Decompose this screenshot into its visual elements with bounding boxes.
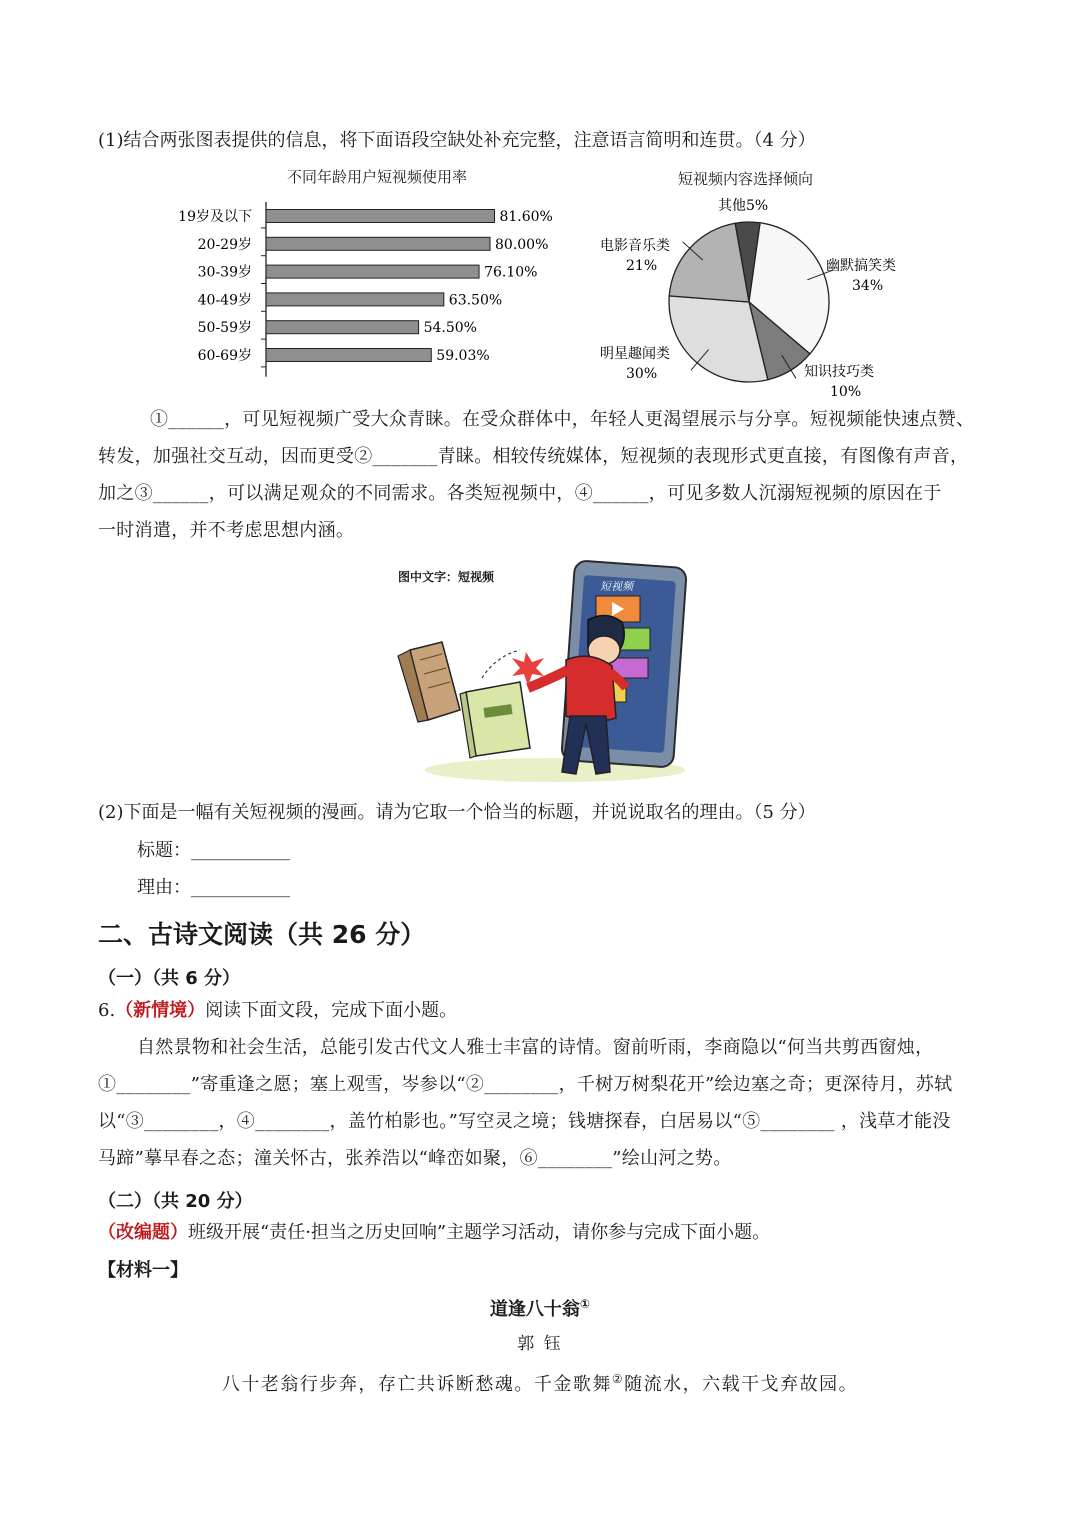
poem-title: 道逢八十翁 [489,1299,580,1320]
comic-drawing [390,560,690,785]
short-video-comic [390,560,690,785]
bar [266,349,431,362]
q6-tag: （新情境） [115,1000,206,1021]
poem-line-part-a: 八十老翁行步奔，存亡共诉断愁魂。千金歌舞 [221,1374,612,1395]
pie-slice-value-label: 34% [852,278,884,294]
q6-paragraph-line-2: ①________”寄重逢之愿；塞上观雪，岑参以“②________，千树万树梨花开”绘边塞之奇；更深待月，苏轼 [98,1074,953,1095]
pie-slice-name-label: 明星趣闻类 [600,346,670,362]
bar-category-label: 40-49岁 [197,292,252,309]
pie-slice-name-label: 幽默搞笑类 [826,258,896,274]
q7-intro [98,1224,770,1242]
poem-title-row [0,1298,1080,1319]
bar-category-label: 50-59岁 [197,320,252,337]
q7-tag: （改编题） [98,1222,188,1243]
q6-number: 6. [98,1000,116,1021]
part-2-heading: （二）（共 20 分） [98,1191,253,1212]
bar [266,237,490,250]
q6-paragraph-line-4: 马蹄”摹早春之态；潼关怀古，张养浩以“峰峦如聚，⑥________”绘山河之势。 [98,1148,732,1169]
poem-author: 郭 钰 [517,1334,563,1354]
reason-blank[interactable]: ___________ [191,877,290,898]
comic-caption: 图中文字：短视频 [398,570,495,584]
age-usage-bar-chart [160,200,580,390]
q6-paragraph-line-1: 自然景物和社会生活，总能引发古代文人雅士丰富的诗情。窗前听雨，李商隐以“何当共剪西窗烛， [137,1037,934,1058]
q1-paragraph-line-2: 转发，加强社交互动，因而更受②_______青睐。相较传统媒体，短视频的表现形式更直接，有图像有声音， [98,446,969,467]
q1-paragraph-line-3: 加之③______，可以满足观众的不同需求。各类短视频中，④______，可见多数人沉溺短视频的原因在于 [98,483,942,504]
pie-slice-label: 其他5% [718,198,769,214]
bar [266,210,494,223]
bar-category-label: 19岁及以下 [178,209,252,225]
bar [266,321,419,334]
bar-value-label: 54.50% [423,320,477,337]
poem-line [0,1373,1080,1394]
q6-intro [98,1002,457,1020]
poem-line-part-b: 随流水，六载干戈弃故园。 [624,1374,859,1395]
bar-value-label: 81.60% [499,209,553,225]
pie-slice-value-label: 30% [626,366,658,382]
bar-chart-title: 不同年龄用户短视频使用率 [287,168,468,186]
bar-value-label: 76.10% [484,264,538,281]
title-answer-row [137,842,290,860]
bar-value-label: 80.00% [495,236,549,253]
q1-prompt: (1)结合两张图表提供的信息，将下面语段空缺处补充完整，注意语言简明和连贯。（4 分） [98,130,816,151]
phone-screen-text: 短视频 [600,580,633,593]
pie-slice-name-label: 电影音乐类 [600,238,670,254]
pie-chart-title: 短视频内容选择倾向 [678,170,814,188]
part-1-heading: （一）（共 6 分） [98,968,241,989]
bar-category-label: 60-69岁 [197,348,252,364]
bar-value-label: 63.50% [448,292,503,309]
section-2-heading: 二、古诗文阅读（共 26 分） [98,920,426,949]
poem-note-marker: ① [579,1297,591,1311]
pie-slice-value-label: 10% [830,384,862,400]
q2-prompt: (2)下面是一幅有关短视频的漫画。请为它取一个恰当的标题，并说说取名的理由。（5 分） [98,802,816,823]
bar-category-label: 30-39岁 [197,264,252,281]
book-icon [460,682,530,758]
title-label: 标题： [137,840,191,861]
q7-instruction: 班级开展“责任·担当之历史回响”主题学习活动，请你参与完成下面小题。 [188,1222,771,1243]
bar [266,265,479,278]
q1-paragraph-line-4: 一时消遣，并不考虑思想内涵。 [98,520,355,541]
q6-paragraph-line-3: 以“③________，④________，盖竹柏影也。”写空灵之境；钱塘探春，白居易以“⑤________ ，浅草才能没 [98,1111,951,1132]
content-preference-pie-chart [590,190,930,405]
poem-note-marker-2: ② [611,1372,625,1386]
title-blank[interactable]: ___________ [191,840,290,861]
bar-category-label: 20-29岁 [197,236,252,253]
reason-label: 理由： [137,877,191,898]
flying-book-icon [398,642,460,722]
reason-answer-row [137,879,290,897]
q6-instruction: 阅读下面文段，完成下面小题。 [205,1000,458,1021]
q1-paragraph-line-1: ①______，可见短视频广受大众青睐。在受众群体中，年轻人更渴望展示与分享。短视频能快速点赞、 [150,409,975,430]
pie-slice-value-label: 21% [626,258,658,274]
pie-slice-name-label: 知识技巧类 [804,364,874,380]
material-1-label: 【材料一】 [98,1260,188,1281]
pie-slice [669,223,749,302]
bar-value-label: 59.03% [436,348,490,364]
bar [266,293,444,306]
